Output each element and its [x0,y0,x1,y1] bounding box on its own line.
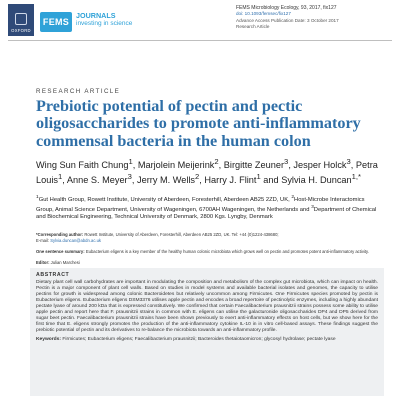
author-affiliation-marker: 3 [346,157,351,166]
author-name: Wing Sun Faith Chung [36,160,129,171]
article-kind: Research Article [236,23,270,29]
journals-subtitle: investing in science [76,19,133,27]
email-label: E-mail: [36,237,50,243]
advance-access-date: Advance Access Publication Date: 3 October 2017 [236,17,339,23]
affiliation-1: Gut Health Group, Rowett Institute, University of Aberdeen, Foresterhill, Aberdeen AB25 2ZD, UK, [38,196,290,203]
editor-label: Editor: [36,260,50,265]
author-name: Marjolein Meijerink [137,160,215,171]
journals-tagline [76,12,132,27]
corresponding-address: Rowett Institute, University of Aberdeen, Foresterhill, Aberdeen AB25 2ZD, UK. Tel: +44 (0)1224-438680; [84,232,279,237]
fems-logo-text: FEMS [42,17,70,27]
affiliation-marker: 1 [36,195,39,200]
author-name: Jerry M. Wells [137,175,196,186]
editor-line [36,260,80,265]
author-name: Jesper Holck [293,160,347,171]
oxford-logo [8,4,34,36]
journals-label: JOURNALS [76,11,116,20]
corresponding-author [36,232,381,243]
doi-link[interactable]: doi: 10.1093/femsec/fix127 [236,11,291,17]
author-affiliation-marker: 1 [57,172,63,182]
editor-name: Julian Marchesi [50,260,80,265]
header-divider [8,40,392,41]
affiliations [36,194,381,222]
author-name: Anne S. Meyer [66,175,128,186]
oxford-logo-text: OXFORD [11,28,31,33]
abstract-heading: ABSTRACT [36,272,70,278]
author-affiliation-marker: 2 [214,157,219,166]
journal-info [236,5,339,30]
affiliation-marker: 3 [311,205,314,211]
keywords-label: Keywords: [36,337,62,343]
abstract-box [30,268,384,396]
abstract-text: Dietary plant cell wall carbohydrates are important in modulating the composition and metabolism of the complex gut microbiota, which can impact on health. Pectin is a major component of plant cell walls. Based on studies in model systems and available bacterial isolates and genomes, the capacity to utilise pectins for growth is widespread among colonic Bacteroidetes but relatively uncommon among Firmicutes. One Firmicutes species promoted by pectin is Eubacterium eligens. Eubacterium eligens DSM3376 utilises apple pectin and encodes a broad repertoire of pectinolytic enzymes, including a highly abundant pectate lyase of around 200 kDa that is expressed constitutively. We confirmed that certain Faecalibacterium prausnitzii strains possess some ability to utilise apple pectin and report here that F. prausnitzii strains in common with E. eligens can utilise the galacturonide oligosaccharides DP4 and DP5 derived from sugar beet pectin. Faecalibacterium prausnitzii strains have been shown previously to exert anti-inflammatory effects on host cells, but we show here for the first time that E. eligens strongly promotes the production of the anti-inflammatory cytokine IL-10 in in vitro cell-based assays. These findings suggest the prebiotic potential of pectin and its derivatives to re-balance the microbiota towards an anti-inflammatory profile. [36,280,379,334]
corresponding-label: *Corresponding author: [36,232,84,237]
article-type: RESEARCH ARTICLE [36,88,121,95]
author-name: Harry J. Flint [204,175,257,186]
one-sentence-summary [36,249,381,255]
author-affiliation-marker: 3 [127,172,132,182]
author-affiliation-marker: 1,* [351,172,362,182]
email-link[interactable]: Sylvia.duncan@abdn.ac.uk [50,237,102,243]
affiliation-2: Host-Microbe Interactomics Group, Animal Science Department, University of Wageningen, 6700AH Wageningen, the Netherlands and [36,196,365,214]
author-affiliation-marker: 2 [195,172,200,182]
author-affiliation-marker: 3 [284,157,289,166]
keywords [36,337,378,343]
author-list: Wing Sun Faith Chung$^1$, Marjolein Meijerink$^2$, Birgitte Zeuner$^3$, Jesper Holck$^3$, Petra Louis$^1$, Anne S. Meyer$^3$, Jerry M. Wells$^2$, Harry J. Flint$^1$ and Sylvia H. Duncan$^{1,*}$ [36,157,378,186]
author-name: Sylvia H. Duncan [281,175,352,186]
author-affiliation-marker: 1 [256,172,261,182]
author-name: Birgitte Zeuner [223,160,285,171]
article-title: Prebiotic potential of pectin and pectic oligosaccharides to promote anti-inflammatory commensal bacteria in the human colon [36,97,361,150]
keywords-text: Firmicutes; Eubacterium eligens; Faecalibacterium prausnitzii; Bacteroides thetaiotaomicron; glycosyl hydrolase; pectate lyase [62,337,336,343]
journal-citation: FEMS Microbiology Ecology, 93, 2017, fix127 [236,5,337,11]
author-name: Petra Louis [36,160,378,186]
summary-text: Eubacterium eligens is a key member of the healthy human colonic microbiota which grows well on pectin and promotes potent anti-inflammatory activity. [85,249,370,254]
affiliation-marker: 2 [291,195,295,200]
summary-label: One sentence summary: [36,249,85,254]
fems-logo [40,12,72,32]
author-affiliation-marker: 1 [128,157,133,166]
oxford-crest-icon [15,13,27,25]
affiliation-3: Department of Chemical and Biochemical Engineering, Technical University of Denmark, 2800 Kgs. Lyngby, Denmark [36,207,377,221]
